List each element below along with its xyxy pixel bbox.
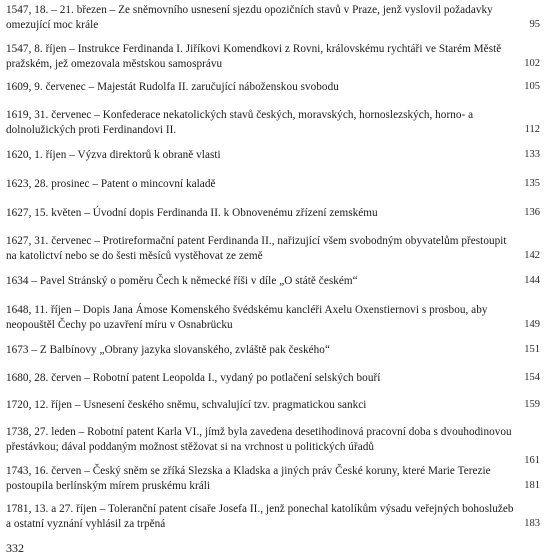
entry-page-number: 159 (524, 399, 540, 410)
entry-page-number: 144 (524, 275, 540, 286)
toc-entry (6, 108, 540, 137)
entry-text: 1547, 8. říjen – Instrukce Ferdinanda I. Jiříkovi Komendkovi z Rovni, královskému rychtáři ve Starém Městě pražském, jež omezovala městskou samosprávu (6, 43, 502, 70)
entry-text: 1648, 11. říjen – Dopis Jana Ámose Komenského švédskému kancléři Axelu Oxenstiernovi s prosbou, aby neopouštěl Čechy po uzavření míru v Osnabrücku (6, 304, 488, 331)
toc-entry (6, 425, 540, 466)
entry-text: 1720, 12. říjen – Usnesení českého sněmu, schvalující tzv. pragmatickou sankci (6, 399, 367, 411)
toc-entry (6, 206, 540, 221)
entry-text: 1609, 9. červenec – Majestát Rudolfa II. zaručující náboženskou svobodu (6, 81, 339, 93)
toc-entry (6, 371, 540, 386)
entry-text: 1627, 15. květen – Úvodní dopis Ferdinanda II. k Obnovenému zřízení zemskému (6, 207, 378, 219)
entry-page-number: 183 (524, 517, 540, 529)
entry-text: 1738, 27. leden – Robotní patent Karla VI., jímž byla zavedena desetihodinová pracovní doba s dvouhodinovou přestávkou; dával poddaným možnost stěžovat si na vrchnost u politických úřadů (6, 426, 512, 453)
entry-page-number: 154 (524, 372, 540, 383)
entry-text: 1620, 1. říjen – Výzva direktorů k obraně vlasti (6, 149, 221, 161)
entry-text: 1547, 18. – 21. březen – Ze sněmovního usnesení sjezdu opozičních stavů v Praze, jenž vyslovil požadavky omezující moc krále (6, 4, 493, 31)
toc-entry (6, 177, 540, 192)
entry-text: 1673 – Z Balbínovy „Obrany jazyka slovanského, zvláště pak českého“ (6, 344, 330, 356)
toc-entry (6, 464, 540, 493)
entry-page-number: 112 (524, 123, 540, 135)
entry-page-number: 161 (524, 455, 540, 466)
toc-entry (6, 303, 540, 332)
toc-entry (6, 148, 540, 163)
entry-page-number: 151 (524, 344, 540, 355)
toc-entry (6, 398, 540, 413)
entry-text: 1619, 31. červenec – Konfederace nekatolických stavů českých, moravských, hornoslezských, horno- a dolnolužických proti Ferdinandovi II. (6, 109, 474, 136)
entry-page-number: 95 (529, 18, 540, 30)
toc-entry (6, 234, 540, 263)
page-number: 332 (6, 541, 24, 555)
toc-entry (6, 3, 540, 32)
toc-entry (6, 274, 540, 289)
entry-text: 1627, 31. červenec – Protireformační patent Ferdinanda II., nařizující všem svobodným obyvatelům přestoupit na katolictví nebo se do šesti měsíců vystěhovat ze země (6, 235, 507, 262)
toc-entry (6, 42, 540, 71)
entry-page-number: 149 (524, 318, 540, 330)
entry-text: 1680, 28. červen – Robotní patent Leopolda I., vydaný po potlačení selských bouří (6, 372, 381, 384)
entry-text: 1781, 13. a 27. říjen – Toleranční patent císaře Josefa II., jenž ponechal katolíkům výsadu veřejných bohoslužeb a ostatní vyznání vyhlásil za trpěná (6, 503, 514, 530)
entry-page-number: 133 (524, 149, 540, 160)
entry-page-number: 105 (524, 81, 540, 92)
entry-page-number: 102 (524, 57, 540, 69)
entry-text: 1623, 28. prosinec – Patent o mincovní kaladě (6, 178, 216, 190)
toc-entry (6, 343, 540, 358)
entry-text: 1743, 16. červen – Český sněm se zříká Slezska a Kladska a jiných práv České koruny, které Marie Terezie postoupila berlínským mírem pruskému králi (6, 465, 491, 492)
toc-entry (6, 502, 540, 531)
entry-page-number: 135 (524, 178, 540, 189)
entry-text: 1634 – Pavel Stránský o poměru Čech k německé říši v díle „O státě českém“ (6, 275, 358, 287)
toc-entry (6, 80, 540, 95)
entry-page-number: 142 (524, 249, 540, 261)
entry-page-number: 181 (524, 479, 540, 491)
entry-page-number: 136 (524, 207, 540, 218)
